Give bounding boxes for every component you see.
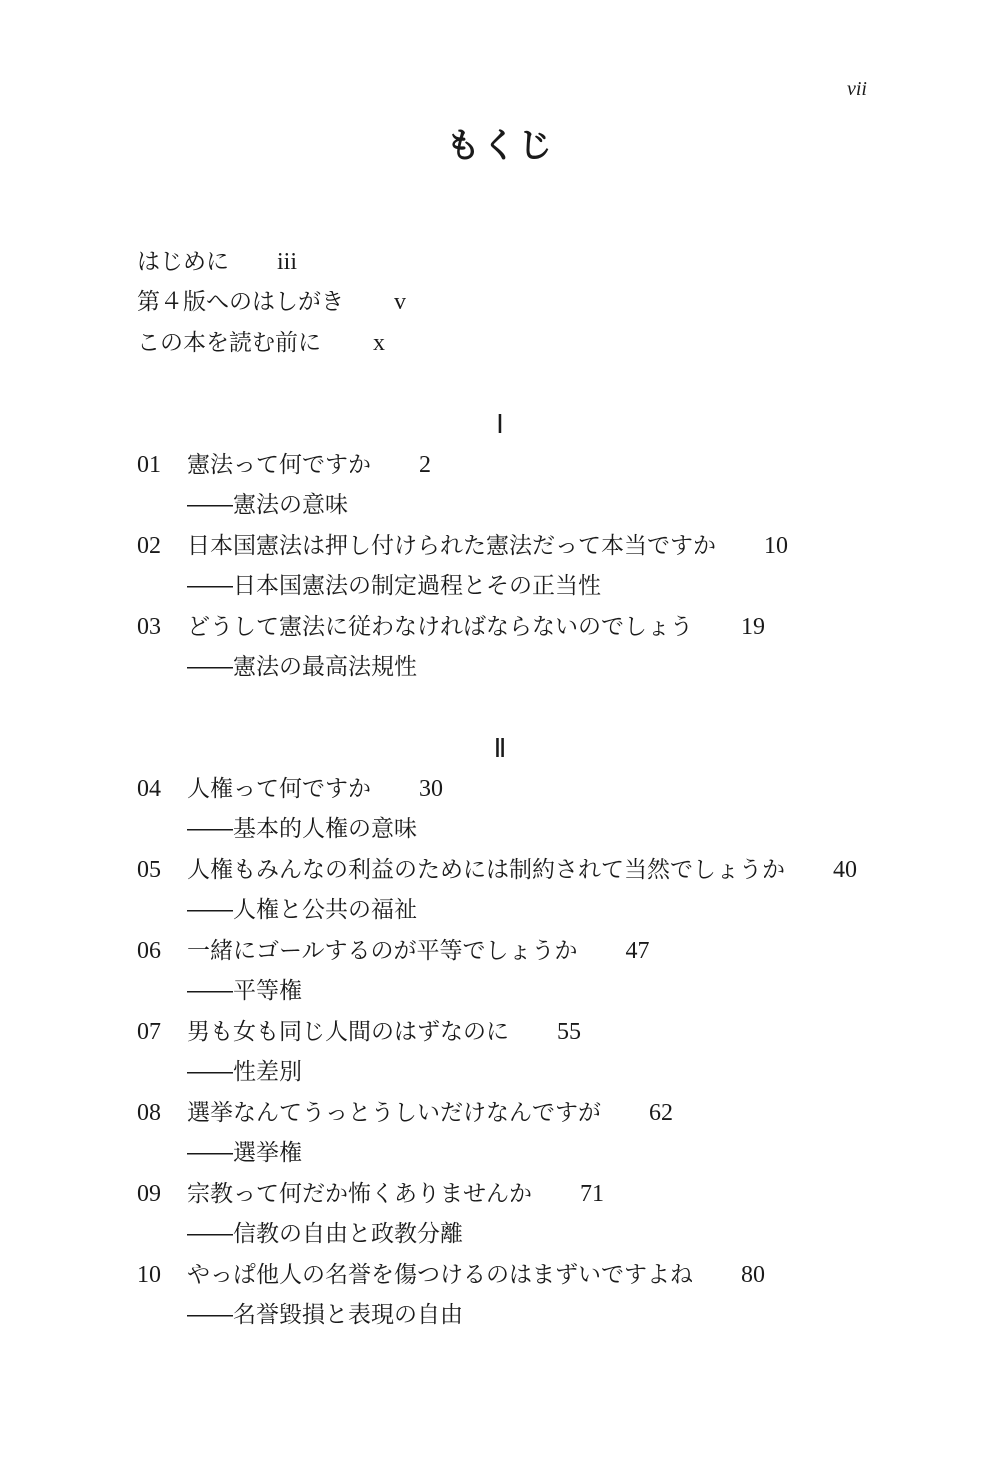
chapter-page: 40 bbox=[833, 857, 857, 883]
chapter-page: 10 bbox=[764, 533, 788, 559]
toc-chapter-07[interactable] bbox=[137, 1017, 581, 1047]
toc-subtitle-02: ――日本国憲法の制定過程とその正当性 bbox=[187, 573, 601, 599]
toc-entry-preface-4th[interactable] bbox=[137, 287, 406, 317]
toc-chapter-02[interactable] bbox=[137, 531, 788, 561]
toc-subtitle-07: ――性差別 bbox=[187, 1059, 302, 1085]
toc-subtitle-09: ――信教の自由と政教分離 bbox=[187, 1221, 463, 1247]
toc-entry-hajimeni[interactable] bbox=[137, 247, 297, 277]
toc-subtitle-05: ――人権と公共の福祉 bbox=[187, 897, 417, 923]
chapter-number: 03 bbox=[137, 614, 161, 640]
chapter-page: 80 bbox=[741, 1262, 765, 1288]
entry-page: v bbox=[394, 289, 406, 315]
chapter-number: 07 bbox=[137, 1019, 161, 1045]
toc-chapter-09[interactable] bbox=[137, 1179, 604, 1209]
chapter-number: 02 bbox=[137, 533, 161, 559]
entry-label: この本を読む前に bbox=[137, 330, 321, 356]
chapter-title: どうして憲法に従わなければならないのでしょう bbox=[187, 614, 693, 640]
toc-chapter-04[interactable] bbox=[137, 774, 443, 804]
chapter-title: 男も女も同じ人間のはずなのに bbox=[187, 1019, 509, 1045]
toc-entry-before-reading[interactable] bbox=[137, 328, 385, 358]
chapter-title: 宗教って何だか怖くありませんか bbox=[187, 1181, 532, 1207]
toc-subtitle-04: ――基本的人権の意味 bbox=[187, 816, 417, 842]
entry-page: iii bbox=[277, 249, 298, 275]
chapter-page: 30 bbox=[419, 776, 443, 802]
toc-subtitle-08: ――選挙権 bbox=[187, 1140, 302, 1166]
chapter-page: 2 bbox=[419, 452, 431, 478]
chapter-number: 04 bbox=[137, 776, 161, 802]
chapter-number: 05 bbox=[137, 857, 161, 883]
entry-label: はじめに bbox=[137, 249, 229, 275]
chapter-title: 日本国憲法は押し付けられた憲法だって本当ですか bbox=[187, 533, 716, 559]
chapter-page: 55 bbox=[557, 1019, 581, 1045]
toc-chapter-08[interactable] bbox=[137, 1098, 673, 1128]
entry-page: x bbox=[373, 330, 385, 356]
chapter-title: 一緒にゴールするのが平等でしょうか bbox=[187, 938, 578, 964]
toc-subtitle-10: ――名誉毀損と表現の自由 bbox=[187, 1302, 463, 1328]
chapter-title: 憲法って何ですか bbox=[187, 452, 371, 478]
toc-chapter-03[interactable] bbox=[137, 612, 765, 642]
toc-subtitle-01: ――憲法の意味 bbox=[187, 492, 348, 518]
chapter-title: やっぱ他人の名誉を傷つけるのはまずいですよね bbox=[187, 1262, 693, 1288]
chapter-page: 71 bbox=[580, 1181, 604, 1207]
chapter-title: 選挙なんてうっとうしいだけなんですが bbox=[187, 1100, 601, 1126]
part-heading-1: Ⅰ bbox=[496, 410, 504, 439]
chapter-number: 06 bbox=[137, 938, 161, 964]
toc-chapter-05[interactable] bbox=[137, 855, 857, 885]
entry-label: 第４版へのはしがき bbox=[137, 289, 344, 315]
chapter-number: 01 bbox=[137, 452, 161, 478]
page-title: もくじ bbox=[446, 126, 554, 166]
chapter-page: 19 bbox=[741, 614, 765, 640]
chapter-title: 人権もみんなの利益のためには制約されて当然でしょうか bbox=[187, 857, 785, 883]
chapter-number: 08 bbox=[137, 1100, 161, 1126]
chapter-title: 人権って何ですか bbox=[187, 776, 371, 802]
part-heading-2: Ⅱ bbox=[493, 734, 507, 763]
chapter-page: 62 bbox=[649, 1100, 673, 1126]
toc-chapter-01[interactable] bbox=[137, 450, 431, 480]
toc-chapter-06[interactable] bbox=[137, 936, 650, 966]
chapter-page: 47 bbox=[625, 938, 650, 964]
chapter-number: 09 bbox=[137, 1181, 161, 1207]
page-number: vii bbox=[847, 78, 867, 100]
chapter-number: 10 bbox=[137, 1262, 161, 1288]
toc-chapter-10[interactable] bbox=[137, 1260, 765, 1290]
toc-subtitle-03: ――憲法の最高法規性 bbox=[187, 654, 417, 680]
toc-subtitle-06: ――平等権 bbox=[187, 978, 302, 1004]
